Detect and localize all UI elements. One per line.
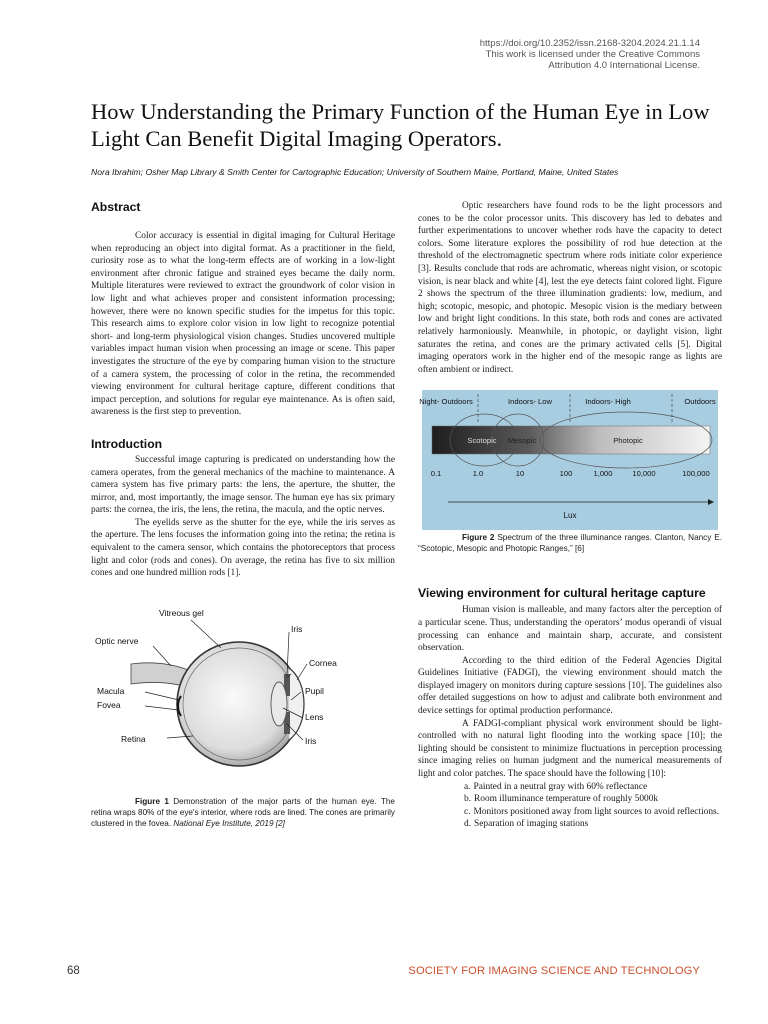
label-vitreous-gel: Vitreous gel xyxy=(159,607,204,618)
license-line-1: This work is licensed under the Creative Commons xyxy=(485,49,700,60)
license-line-2: Attribution 4.0 International License. xyxy=(548,60,700,71)
author-affiliation: Nora Ibrahim; Osher Map Library & Smith Center for Cartographic Education; University of Southern Maine, Portland, Maine, United States xyxy=(91,167,619,177)
tick-label-4: 1,000 xyxy=(593,469,613,479)
figure-1-caption-source: National Eye Institute, 2019 [2] xyxy=(173,818,285,828)
label-pupil: Pupil xyxy=(305,685,324,696)
tick-label-1: 1.0 xyxy=(472,469,484,479)
label-macula: Macula xyxy=(97,685,125,696)
viewing-paragraph-3: A FADGI-compliant physical work environment should be light-controlled with no natural light flooding into the working space [10]; the lighting should be consistent to minimize fluctuations in perception processing since imaging relies on human judgment and the numerical measurements of light and color patches. The space should have the following [10]: xyxy=(418,718,722,780)
doi-link[interactable]: https://doi.org/10.2352/issn.2168-3204.2024.21.1.14 xyxy=(479,38,700,49)
label-iris-top: Iris xyxy=(291,623,303,634)
figure-2-illuminance-chart xyxy=(418,390,722,532)
list-item: b. Room illuminance temperature of roughly 5000k xyxy=(464,794,659,805)
tick-label-3: 100 xyxy=(559,469,573,479)
zone-label-scotopic: Scotopic xyxy=(467,436,497,446)
top-label-3: Outdoors xyxy=(684,397,716,407)
viewing-paragraph-2: According to the third edition of the Federal Agencies Digital Guidelines Initiative (FADGI), the viewing environment should match the displayed imagery on monitors during capture sessions [10]. The guidelines also offer detailed suggestions on how to adjust and calibrate both environment and device settings for optimal production performance. xyxy=(418,655,722,717)
requirements-list xyxy=(418,781,722,831)
tick-label-0: 0.1 xyxy=(430,469,442,479)
label-optic-nerve: Optic nerve xyxy=(95,635,139,646)
top-label-2: Indoors- High xyxy=(585,397,631,407)
abstract-heading: Abstract xyxy=(91,200,141,214)
paper-title: How Understanding the Primary Function of the Human Eye in Low Light Can Benefit Digital Imaging Operators. xyxy=(91,99,710,151)
header-info xyxy=(480,38,700,71)
list-item: a. Painted in a neutral gray with 60% reflectance xyxy=(464,781,648,792)
abstract-text: Color accuracy is essential in digital imaging for Cultural Heritage when reproducing an object into digital format. As a practitioner in the field, curiosity rose as to what the long-term effects are of working in a low-light environment after chronic fatigue and strained eyes became the daily norm. Multiple literatures were reviewed to extract the groundwork of color vision in low light and what achieves proper and consistent information processing; however, there were no known specific studies for the impetus for this topic. This research aims to explore color vision in low light to recognize potential short- and long-term physiological vision changes. Studies uncovered multiple variables impact human vision when processing an image or scene. This paper investigates the structure of the eye by comparing human vision to the structure of a camera system, the processing of color in the retina, the recommended viewing environment for cultural heritage capture, different conditions that impact perception, and solutions for regular eye maintenance. As is often said, awareness is the first step to prevention. xyxy=(91,231,395,418)
illuminance-chart-svg xyxy=(418,390,722,532)
top-label-1: Indoors- Low xyxy=(508,397,552,407)
list-item: d. Separation of imaging stations xyxy=(464,819,589,830)
figure-2-caption xyxy=(418,532,722,554)
eye-diagram-svg xyxy=(91,596,395,796)
introduction-heading: Introduction xyxy=(91,436,163,451)
figure-1-eye-diagram xyxy=(91,596,395,796)
label-fovea: Fovea xyxy=(97,699,121,710)
label-retina: Retina xyxy=(121,733,146,744)
cornea-shape xyxy=(289,668,304,740)
viewing-paragraph-1: Human vision is malleable, and many factors alter the perception of a particular scene. Thus, understanding the operators’ modus operandi of visual processing can enhance and maintain sharp, accurate, and consistent observation. xyxy=(418,605,722,654)
left-column xyxy=(91,200,395,829)
figure-1-caption-text: Demonstration of the major parts of the human eye. The retina wraps 80% of the eye's interior, where rods are lined. The cones are primarily clustered in the fovea. xyxy=(91,796,395,828)
figure-2-caption-label: Figure 2 xyxy=(462,533,495,543)
zone-label-photopic: Photopic xyxy=(613,436,643,446)
figure-2-caption-text: Spectrum of the three illuminance ranges. Clanton, Nancy E. “Scotopic, Mesopic and Photopic Ranges,” [6] xyxy=(418,533,722,554)
label-cornea: Cornea xyxy=(309,657,337,668)
label-lens: Lens xyxy=(305,711,324,722)
right-column xyxy=(418,200,722,831)
viewing-environment-heading: Viewing environment for cultural heritage capture xyxy=(418,586,706,601)
rods-cones-paragraph: Optic researchers have found rods to be the light processors and cones to be the color processor units. This discovery has led to debates and further experimentations to uncover whether rods have the capacity to detect colors. Some literature explores the possibility of rod hue detection at the threshold of the electromagnetic spectrum where rods initiate color experience [3]. Results conclude that rods are achromatic, whereas night vision, or scotopic vision, is near black and white [4], lest the eye detects faint colored light. Figure 2 shows the spectrum of the three illumination gradients: low, medium, and high; scotopic, mesopic, and photopic. Mesopic vision is the mediary between low and bright light conditions. In this state, both rods and cones are activated relatively harmoniously. Meanwhile, in photopic, or daylight vision, light saturates the retina, and cones are the primary activated cells [5]. Digital imaging operators work in the higher end of the mesopic range as lights are often ambient or indirect. xyxy=(418,201,722,375)
zone-label-mesopic: Mesopic xyxy=(507,436,537,446)
lux-axis-label: Lux xyxy=(563,511,577,521)
intro-paragraph-2: The eyelids serve as the shutter for the eye, while the iris serves as the aperture. The lens focuses the information going into the retina; the retina is equivalent to the camera sensor, which contains the photoreceptors that process light and color (rods and cones). On average, the retina has five to six million cones and one hundred million rods [1]. xyxy=(91,517,395,579)
figure-1-caption-label: Figure 1 xyxy=(135,796,169,806)
tick-label-6: 100,000 xyxy=(682,469,710,479)
intro-paragraph-1: Successful image capturing is predicated on understanding how the camera operates, from the general mechanics of the machine to maintenance. A camera system has five primary parts: the lens, the aperture, the shutter, the mirror, and, most importantly, the image sensor. The human eye has six primary parts: the cornea, the iris, the lens, the retina, the macula, and the optic nerves. xyxy=(91,454,395,516)
lens-shape xyxy=(271,682,287,726)
label-iris-bottom: Iris xyxy=(305,735,317,746)
society-name: SOCIETY FOR IMAGING SCIENCE AND TECHNOLOGY xyxy=(408,965,700,977)
tick-label-2: 10 xyxy=(515,469,525,479)
tick-label-5: 10,000 xyxy=(632,469,656,479)
figure-1-caption xyxy=(91,796,395,829)
top-label-0: Night- Outdoors xyxy=(419,397,473,407)
page-number: 68 xyxy=(67,965,80,977)
list-item: c. Monitors positioned away from light sources to avoid reflections. xyxy=(464,806,720,817)
